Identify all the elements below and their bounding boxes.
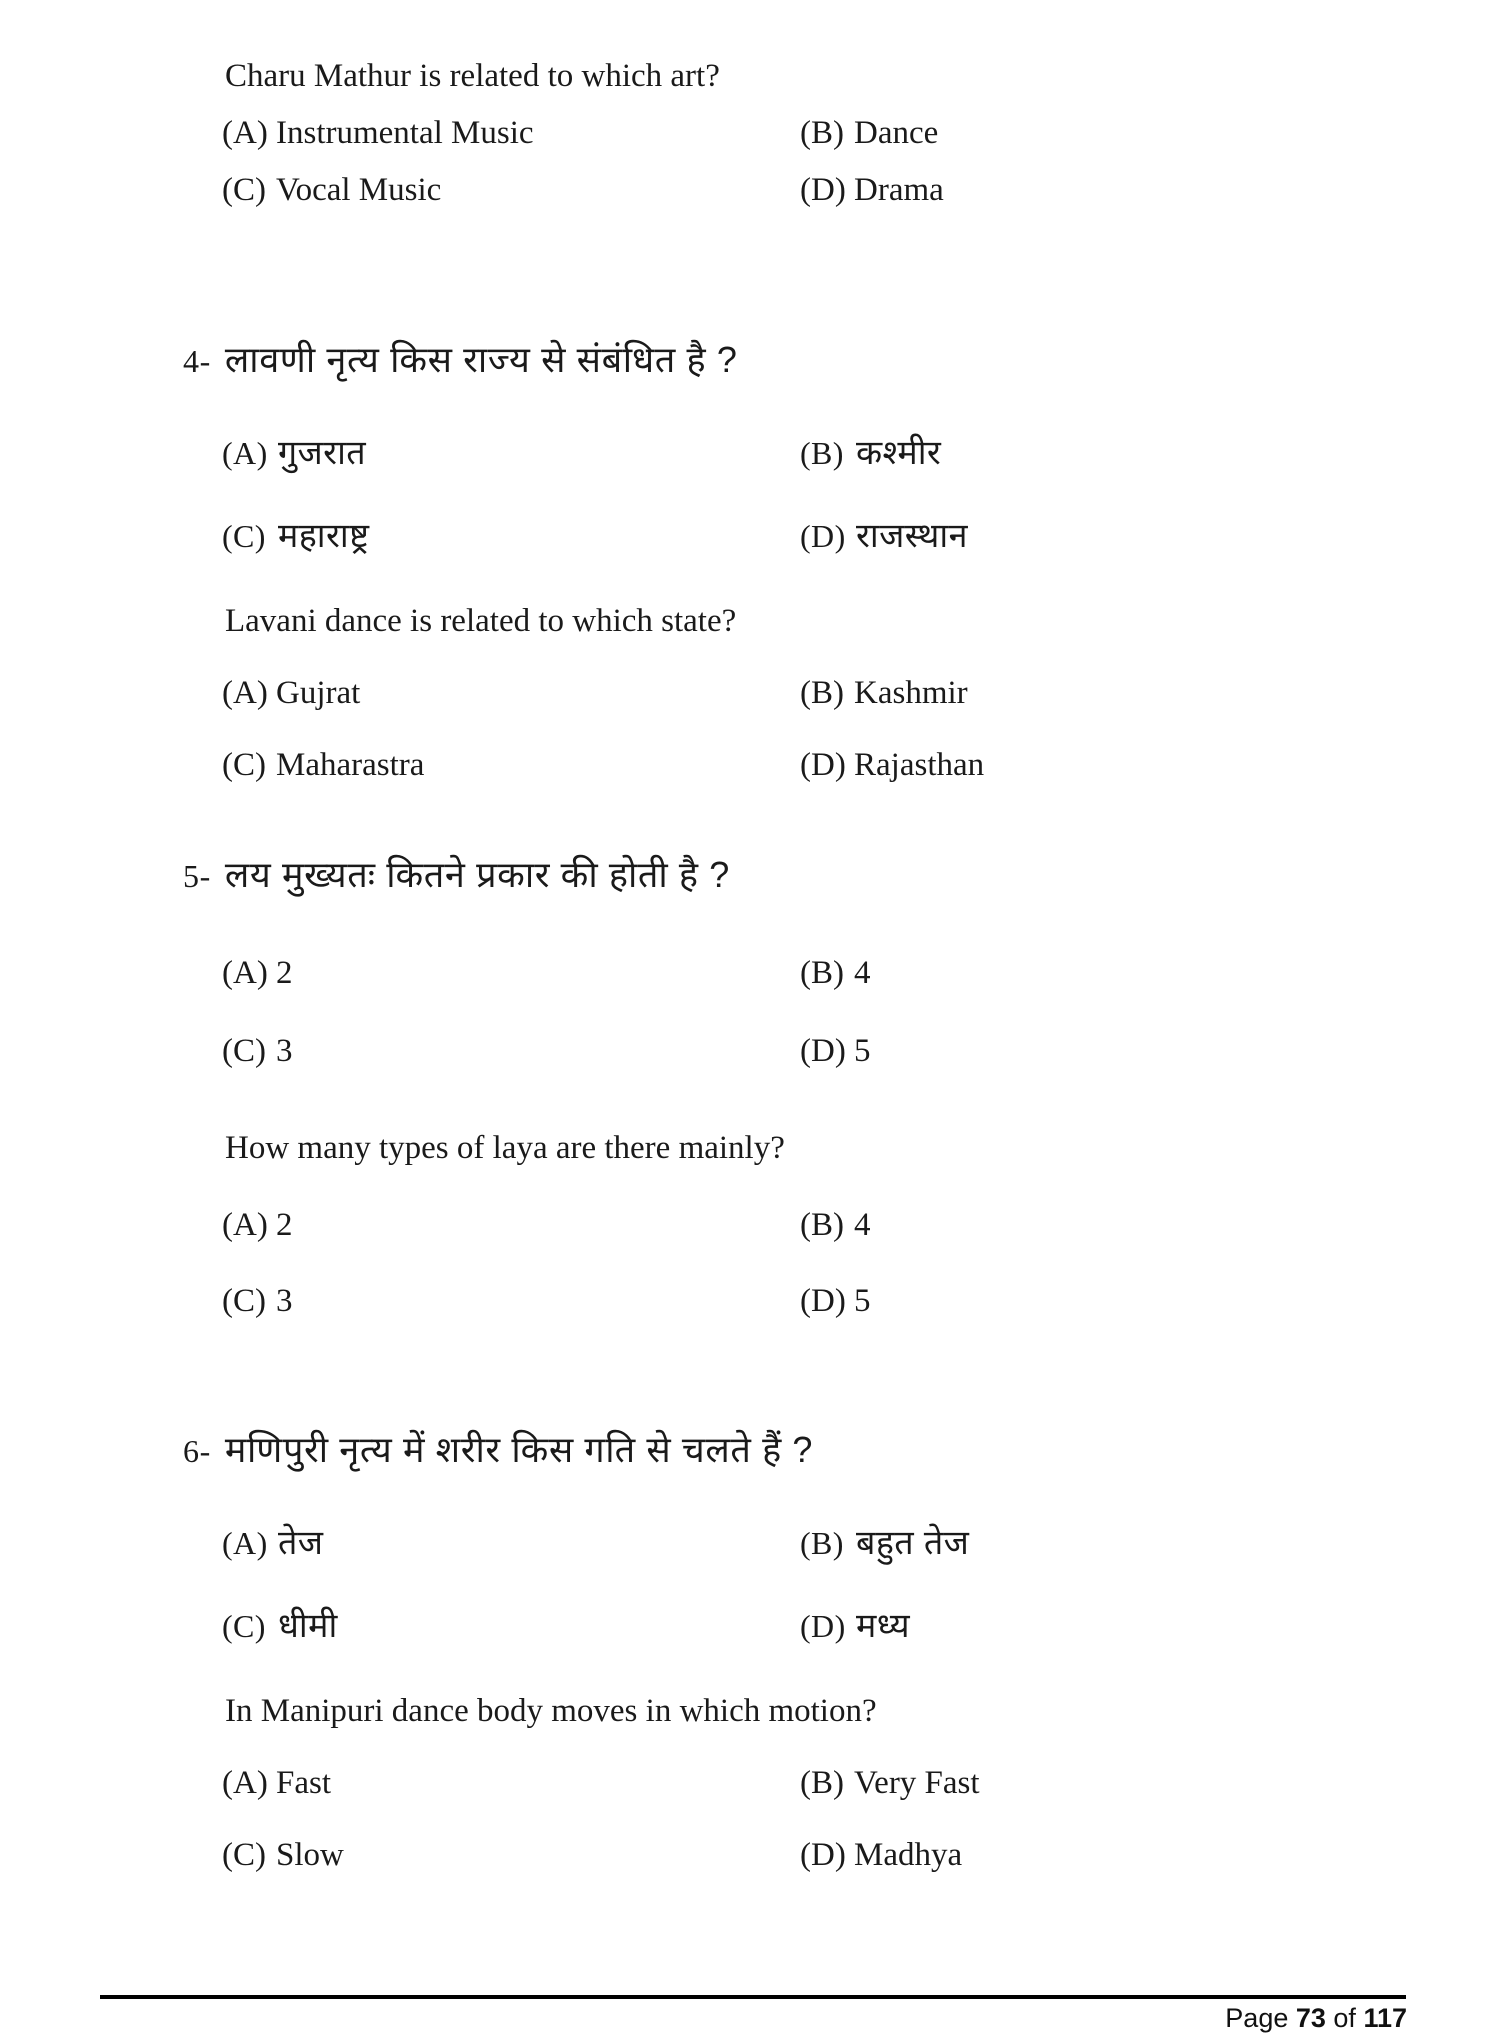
option-a-q4-english[interactable] [222,675,360,711]
option-label: (A) [222,435,268,471]
option-label: (B) [800,1525,844,1561]
option-c-q5-english[interactable] [222,1283,293,1319]
page-number-footer [1225,2003,1407,2034]
option-text: Gujrat [276,675,361,711]
option-label: (B) [800,955,844,991]
option-text: Vocal Music [276,172,442,208]
option-text: तेज [278,1524,324,1562]
option-label: (A) [222,955,268,991]
option-label: (B) [800,115,844,151]
option-row [0,1608,1505,1652]
option-b-q3-english[interactable] [800,115,938,151]
option-text: Very Fast [854,1765,980,1801]
option-text: राजस्थान [856,517,968,555]
option-text: 2 [276,955,293,991]
option-b-q4-hindi[interactable] [800,435,941,472]
option-text: Fast [276,1765,332,1801]
option-label: (A) [222,1765,268,1801]
option-label: (D) [800,1608,846,1644]
spacer-row [0,333,1505,377]
option-label: (B) [800,1765,844,1801]
option-c-q4-hindi[interactable] [222,518,369,555]
option-d-q5-hindi[interactable] [800,1033,871,1069]
question-text: लावणी नृत्य किस राज्य से संबंधित है ? [224,339,738,380]
option-text: Madhya [854,1837,963,1873]
option-text: 2 [276,1207,293,1243]
option-a-q5-english[interactable] [222,1207,293,1243]
option-text: बहुत तेज [856,1524,970,1562]
option-text: 4 [854,1207,871,1243]
question-number: 5- [183,858,211,894]
option-label: (D) [800,172,846,208]
question-text: मणिपुरी नृत्य में शरीर किस गति से चलते हैं ? [224,1429,814,1470]
option-row [0,518,1505,562]
option-d-q4-hindi[interactable] [800,518,968,555]
option-text: 4 [854,955,871,991]
option-a-q6-english[interactable] [222,1765,331,1801]
option-label: (B) [800,435,844,471]
option-row [0,675,1505,719]
option-a-q5-hindi[interactable] [222,955,293,991]
question-stem-english-q5: How many types of laya are there mainly? [225,1130,785,1166]
option-c-q5-hindi[interactable] [222,1033,293,1069]
option-c-q6-hindi[interactable] [222,1608,338,1645]
option-row [0,115,1505,159]
option-row [0,1283,1505,1327]
footer-current-page: 73 [1295,2003,1326,2033]
option-row [0,1033,1505,1077]
option-label: (D) [800,747,846,783]
option-c-q3-english[interactable] [222,172,441,208]
question-number: 4- [183,343,211,379]
option-text: 3 [276,1033,293,1069]
option-text: गुजरात [278,434,367,472]
option-label: (C) [222,1283,266,1319]
option-label: (D) [800,1033,846,1069]
option-label: (C) [222,172,266,208]
option-b-q5-hindi[interactable] [800,955,871,991]
question-text: लय मुख्यतः कितने प्रकार की होती है ? [224,854,730,895]
footer-total-pages: 117 [1363,2003,1407,2033]
option-d-q6-english[interactable] [800,1837,962,1873]
option-label: (B) [800,1207,844,1243]
footer-prefix: Page [1225,2003,1296,2033]
option-b-q6-hindi[interactable] [800,1525,969,1562]
footer-middle: of [1325,2003,1364,2033]
option-label: (C) [222,747,266,783]
option-text: Instrumental Music [276,115,534,151]
option-label: (D) [800,1837,846,1873]
option-row [0,1525,1505,1569]
option-d-q5-english[interactable] [800,1283,871,1319]
question-stem-english-q3: Charu Mathur is related to which art? [225,58,720,94]
option-c-q4-english[interactable] [222,747,424,783]
option-text: Kashmir [854,675,968,711]
option-a-q3-english[interactable] [222,115,534,151]
option-d-q3-english[interactable] [800,172,944,208]
option-row [0,747,1505,791]
option-a-q4-hindi[interactable] [222,435,366,472]
option-text: धीमी [278,1607,338,1645]
option-c-q6-english[interactable] [222,1837,344,1873]
option-row [0,172,1505,216]
option-label: (A) [222,675,268,711]
option-label: (A) [222,1525,268,1561]
option-a-q6-hindi[interactable] [222,1525,323,1562]
option-b-q6-english[interactable] [800,1765,980,1801]
question-number: 6- [183,1433,211,1469]
option-label: (A) [222,1207,268,1243]
option-row [0,1837,1505,1881]
option-row [0,435,1505,479]
question-stem-hindi-q5 [183,855,730,895]
option-text: Slow [276,1837,344,1873]
option-text: कश्मीर [856,434,942,472]
option-d-q4-english[interactable] [800,747,984,783]
option-row [0,955,1505,999]
option-label: (C) [222,1837,266,1873]
option-label: (D) [800,1283,846,1319]
option-text: मध्य [856,1607,911,1645]
question-stem-hindi-q6 [183,1430,813,1470]
option-text: 5 [854,1033,871,1069]
option-label: (B) [800,675,844,711]
option-d-q6-hindi[interactable] [800,1608,910,1645]
option-label: (C) [222,518,266,554]
question-stem-english-q4: Lavani dance is related to which state? [225,603,737,639]
footer-divider [100,1995,1406,1999]
option-b-q5-english[interactable] [800,1207,871,1243]
option-text: Maharastra [276,747,425,783]
option-text: Rajasthan [854,747,985,783]
option-text: Dance [854,115,939,151]
option-label: (C) [222,1033,266,1069]
option-label: (C) [222,1608,266,1644]
option-b-q4-english[interactable] [800,675,968,711]
option-row [0,1207,1505,1251]
option-text: 3 [276,1283,293,1319]
option-text: महाराष्ट्र [278,517,370,555]
option-label: (A) [222,115,268,151]
option-label: (D) [800,518,846,554]
option-text: Drama [854,172,944,208]
option-row [0,1765,1505,1809]
question-stem-english-q6: In Manipuri dance body moves in which motion? [225,1693,877,1729]
option-text: 5 [854,1283,871,1319]
